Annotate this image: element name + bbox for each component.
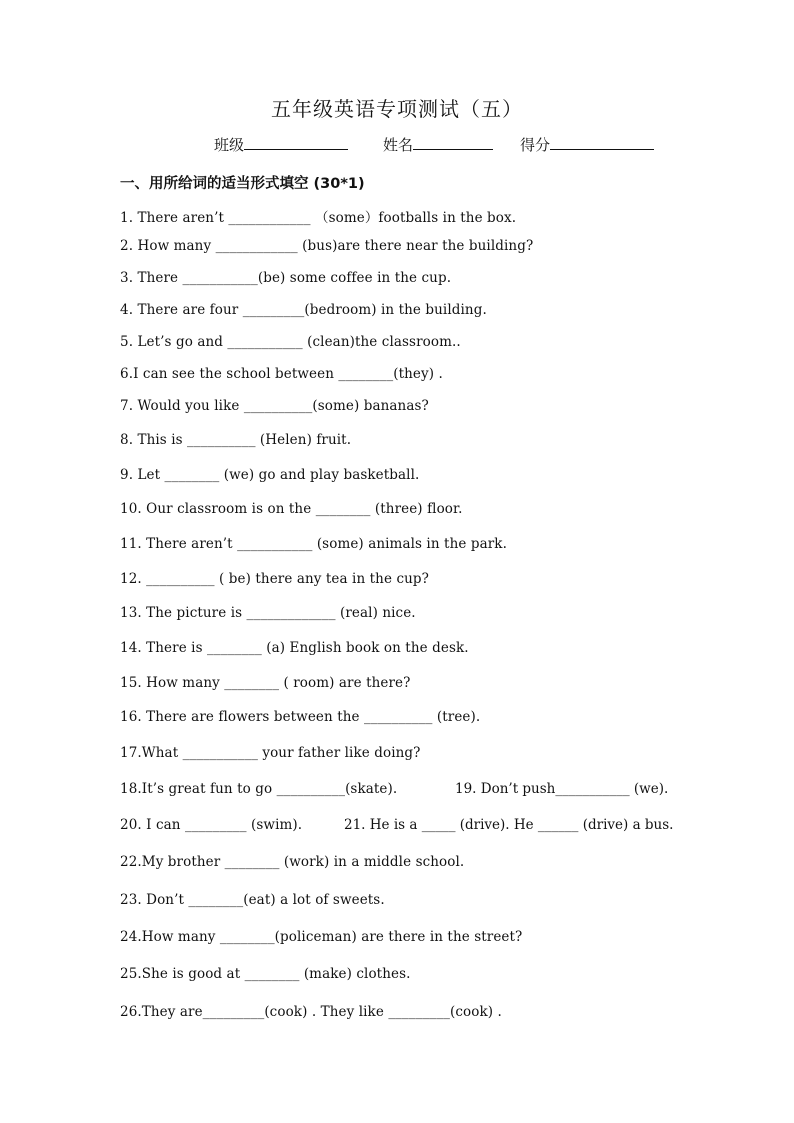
class-label: 班级 <box>214 136 245 154</box>
question-item: 18.It’s great fun to go __________(skate). <box>120 781 398 797</box>
page-title: 五年级英语专项测试（五） <box>271 97 523 121</box>
question-item: 7. Would you like __________(some) bananas? <box>120 398 429 414</box>
question-item: 17.What ___________ your father like doing? <box>120 745 421 761</box>
question-item: 25.She is good at ________ (make) clothes. <box>120 966 411 982</box>
class-field <box>214 134 348 155</box>
score-blank[interactable] <box>550 135 654 150</box>
question-item: 9. Let ________ (we) go and play basketball. <box>120 467 420 483</box>
question-item: 24.How many ________(policeman) are there in the street? <box>120 929 523 945</box>
question-item: 15. How many ________ ( room) are there? <box>120 675 411 691</box>
question-item: 4. There are four _________(bedroom) in the building. <box>120 302 487 318</box>
question-item: 8. This is __________ (Helen) fruit. <box>120 432 352 448</box>
question-item: 22.My brother ________ (work) in a middle school. <box>120 854 465 870</box>
section-heading: 一、用所给词的适当形式填空 (30*1) <box>120 176 365 192</box>
question-item: 2. How many ____________ (bus)are there near the building? <box>120 238 534 254</box>
question-item: 12. __________ ( be) there any tea in the cup? <box>120 571 429 587</box>
score-field <box>520 134 654 155</box>
question-item: 23. Don’t ________(eat) a lot of sweets. <box>120 892 385 908</box>
question-item: 5. Let’s go and ___________ (clean)the classroom.. <box>120 334 461 350</box>
class-blank[interactable] <box>244 135 348 150</box>
question-item: 3. There ___________(be) some coffee in the cup. <box>120 270 452 286</box>
question-item: 6.I can see the school between ________(they) . <box>120 366 443 382</box>
question-item: 26.They are_________(cook) . They like _________(cook) . <box>120 1004 502 1020</box>
question-item: 10. Our classroom is on the ________ (three) floor. <box>120 501 463 517</box>
question-item: 1. There aren’t ____________ （some）footballs in the box. <box>120 210 517 226</box>
score-label: 得分 <box>520 136 551 154</box>
name-field <box>383 134 493 155</box>
name-label: 姓名 <box>383 136 414 154</box>
question-item: 20. I can _________ (swim). <box>120 817 303 833</box>
question-item: 19. Don’t push___________ (we). <box>455 781 669 797</box>
question-item: 11. There aren’t ___________ (some) animals in the park. <box>120 536 507 552</box>
question-item: 13. The picture is _____________ (real) nice. <box>120 605 416 621</box>
question-item: 16. There are flowers between the __________ (tree). <box>120 709 481 725</box>
name-blank[interactable] <box>413 135 493 150</box>
question-item: 21. He is a _____ (drive). He ______ (drive) a bus. <box>344 817 674 833</box>
question-item: 14. There is ________ (a) English book on the desk. <box>120 640 469 656</box>
